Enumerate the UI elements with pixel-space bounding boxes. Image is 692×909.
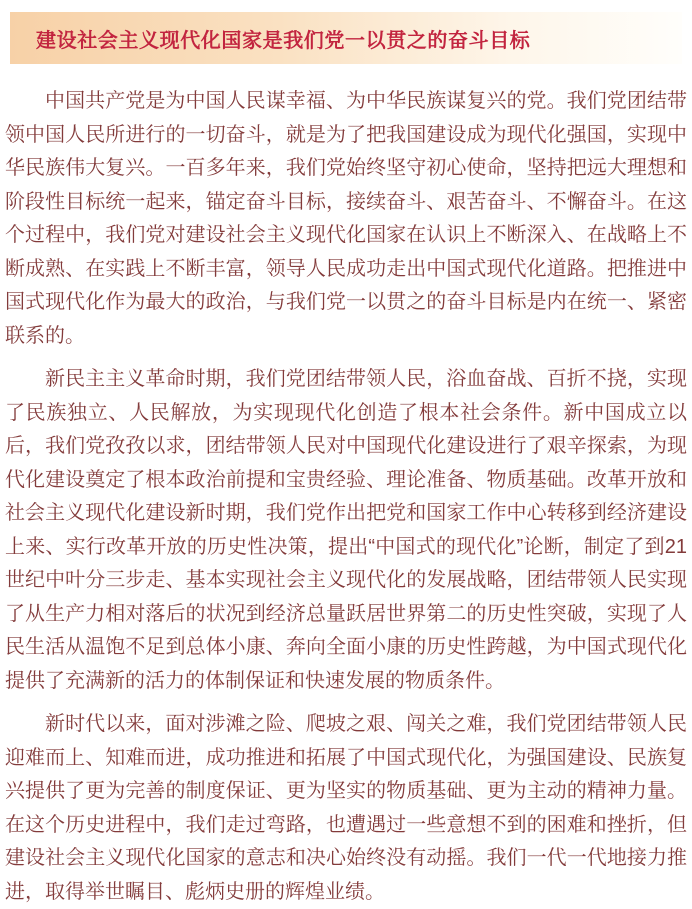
article-body	[5, 85, 687, 909]
article-title: 建设社会主义现代化国家是我们党一以贯之的奋斗目标	[36, 29, 531, 52]
paragraph-1: 中国共产党是为中国人民谋幸福、为中华民族谋复兴的党。我们党团结带领中国人民所进行的一切奋斗，就是为了把我国建设成为现代化强国，实现中华民族伟大复兴。一百多年来，我们党始终坚守初心使命，坚持把远大理想和阶段性目标统一起来，锚定奋斗目标，接续奋斗、艰苦奋斗、不懈奋斗。在这个过程中，我们党对建设社会主义现代化国家在认识上不断深入、在战略上不断成熟、在实践上不断丰富，领导人民成功走出中国式现代化道路。把推进中国式现代化作为最大的政治，与我们党一以贯之的奋斗目标是内在统一、紧密联系的。	[5, 90, 687, 347]
article-title-bar	[10, 12, 682, 64]
paragraph-2: 新民主主义革命时期，我们党团结带领人民，浴血奋战、百折不挠，实现了民族独立、人民解放，为实现现代化创造了根本社会条件。新中国成立以后，我们党孜孜以求，团结带领人民对中国现代化建设进行了艰辛探索，为现代化建设奠定了根本政治前提和宝贵经验、理论准备、物质基础。改革开放和社会主义现代化建设新时期，我们党作出把党和国家工作中心转移到经济建设上来、实行改革开放的历史性决策，提出“中国式的现代化”论断，制定了到21世纪中叶分三步走、基本实现社会主义现代化的发展战略，团结带领人民实现了从生产力相对落后的状况到经济总量跃居世界第二的历史性突破，实现了人民生活从温饱不足到总体小康、奔向全面小康的历史性跨越，为中国式现代化提供了充满新的活力的体制保证和快速发展的物质条件。	[5, 368, 687, 692]
paragraph-3: 新时代以来，面对涉滩之险、爬坡之艰、闯关之难，我们党团结带领人民迎难而上、知难而进，成功推进和拓展了中国式现代化，为强国建设、民族复兴提供了更为完善的制度保证、更为坚实的物质基础、更为主动的精神力量。在这个历史进程中，我们走过弯路，也遭遇过一些意想不到的困难和挫折，但建设社会主义现代化国家的意志和决心始终没有动摇。我们一代一代地接力推进，取得举世瞩目、彪炳史册的辉煌业绩。	[5, 713, 687, 903]
